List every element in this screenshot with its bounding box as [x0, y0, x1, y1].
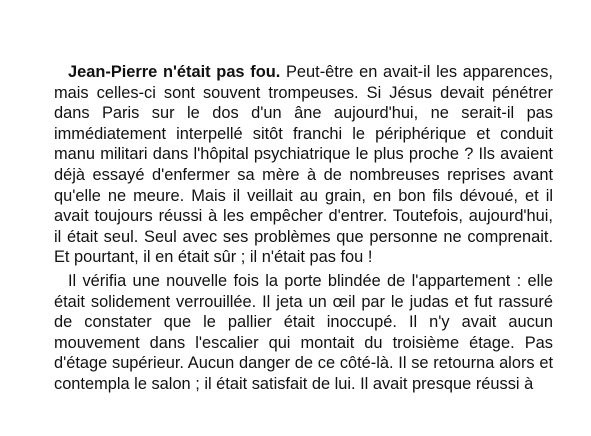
paragraph-2 — [54, 271, 553, 395]
paragraph-1-text: Peut-être en avait-il les apparences, mais celles-ci sont souvent trompeuses. Si Jésus devait pénétrer dans Paris sur le dos d'un âne aujourd'hui, ne serait-il pas immédiatement interpellé sitôt franchi le périphérique et conduit manu militari dans l'hôpital psychiatrique le plus proche ? Ils avaient déjà essayé d'enfermer sa mère à de nombreuses reprises avant qu'elle ne meure. Mais il veillait au grain, en bon fils dévoué, et il avait toujours réussi à les empêcher d'entrer. Toutefois, aujourd'hui, il était seul. Seul avec ses problèmes que personne ne comprenait. Et pourtant, il en était sûr ; il n'était pas fou ! — [54, 63, 553, 267]
paragraph-2-text: Il vérifia une nouvelle fois la porte blindée de l'appartement : elle était solidement verrouillée. Il jeta un œil par le judas et fut rassuré de constater que le pallier était inoccupé. Il n'y avait aucun mouvement dans l'escalier qui montait du troisième étage. Pas d'étage supérieur. Aucun danger de ce côté-là. Il se retourna alors et contempla le salon ; il était satisfait de lui. Il avait presque réussi à — [54, 271, 553, 393]
document-page — [54, 62, 553, 395]
paragraph-1 — [54, 62, 553, 268]
paragraph-1-lead: Jean-Pierre n'était pas fou. — [68, 63, 281, 81]
